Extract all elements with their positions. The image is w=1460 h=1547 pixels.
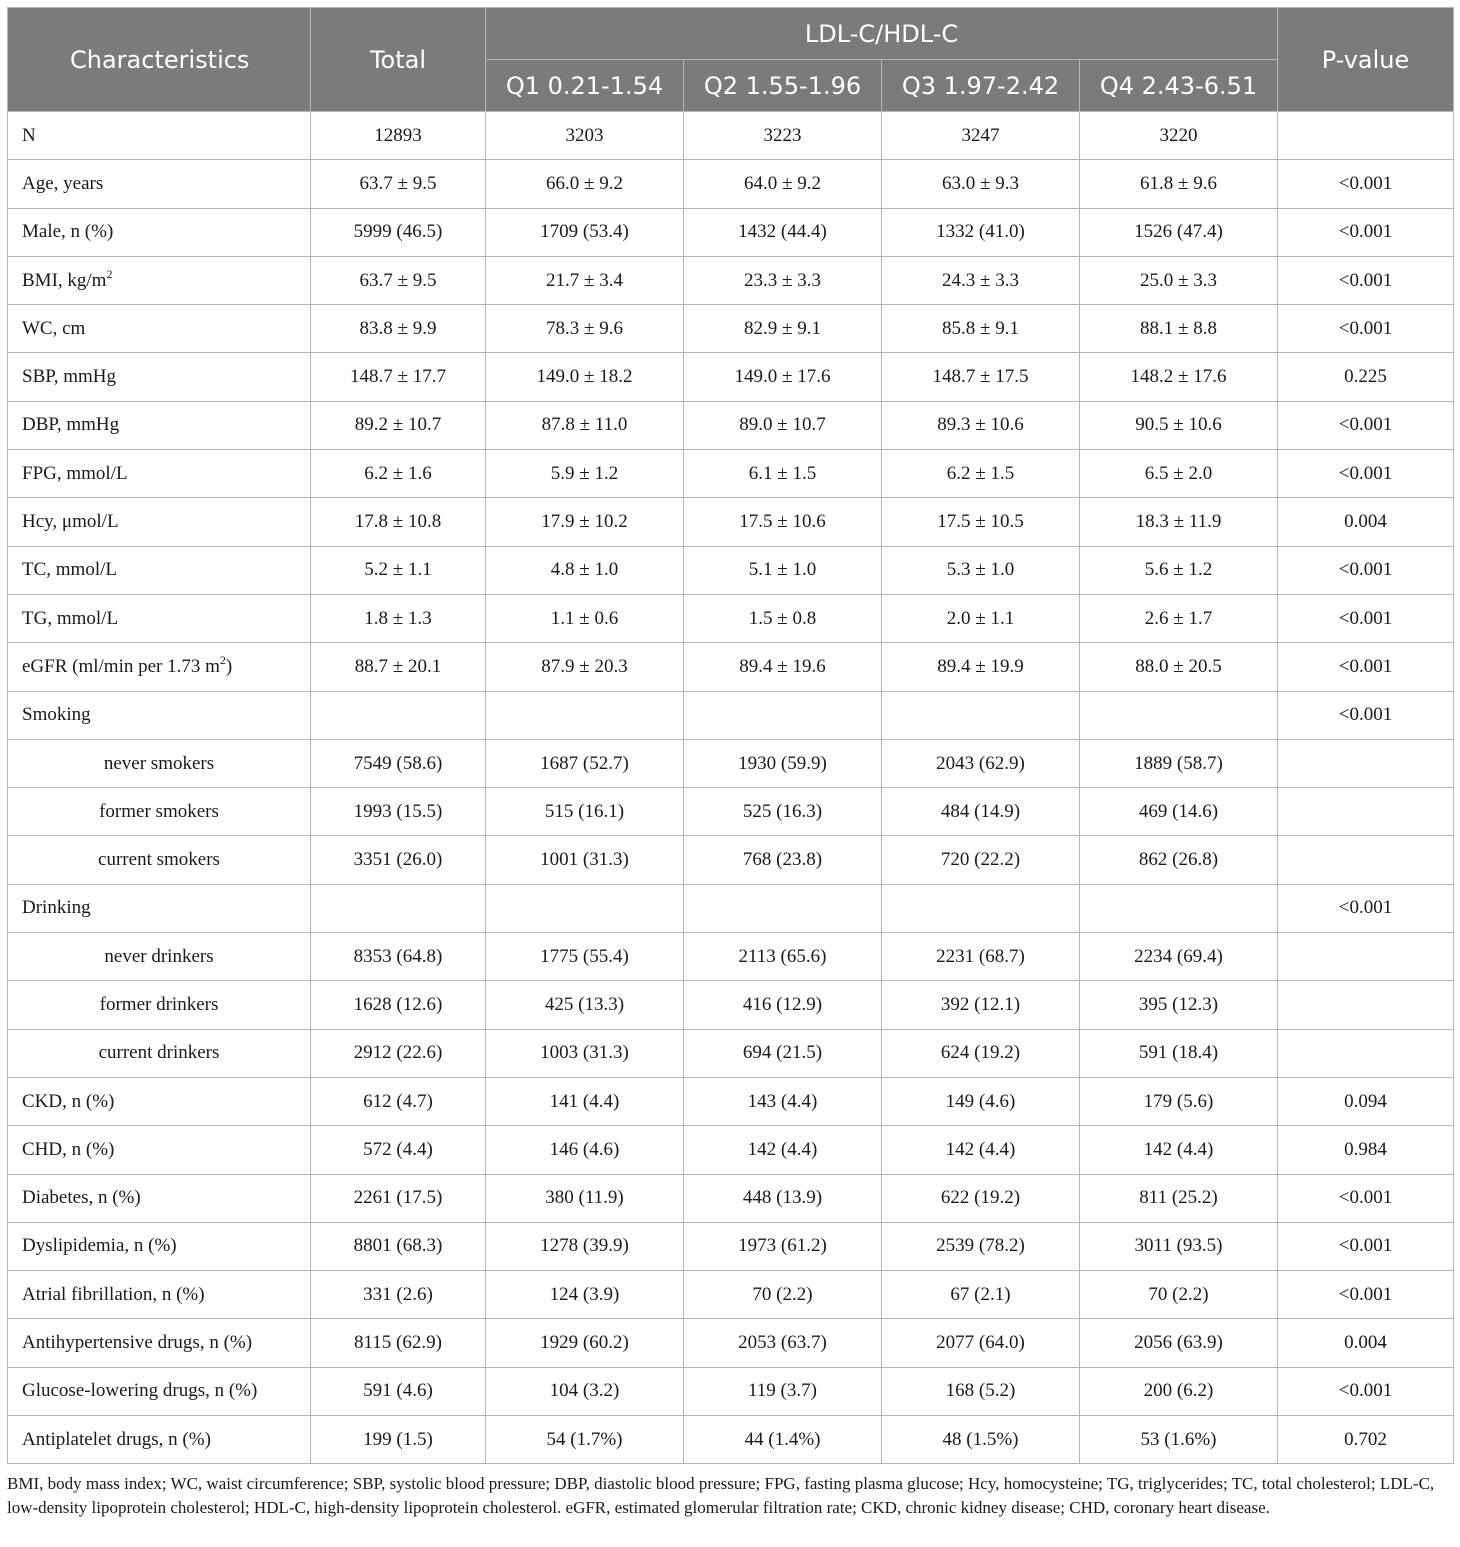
table-row [8,256,1454,304]
cell-q4: 200 (6.2) [1080,1367,1278,1415]
cell-q3: 5.3 ± 1.0 [882,546,1080,594]
cell-q2: 89.4 ± 19.6 [684,643,882,691]
cell-q2: 416 (12.9) [684,981,882,1029]
cell-q1: 141 (4.4) [486,1077,684,1125]
row-label [8,1029,311,1077]
header-q2: Q2 1.55-1.96 [684,60,882,112]
header-q1: Q1 0.21-1.54 [486,60,684,112]
row-label [8,112,311,160]
cell-q4: 3011 (93.5) [1080,1222,1278,1270]
row-label [8,594,311,642]
table-row [8,1222,1454,1270]
cell-q3: 2.0 ± 1.1 [882,594,1080,642]
row-label [8,401,311,449]
cell-q3: 63.0 ± 9.3 [882,160,1080,208]
header-pvalue: P-value [1278,8,1454,112]
cell-pvalue: <0.001 [1278,691,1454,739]
row-label [8,691,311,739]
cell-q4: 179 (5.6) [1080,1077,1278,1125]
cell-pvalue [1278,1029,1454,1077]
cell-q2: 1432 (44.4) [684,208,882,256]
row-label [8,836,311,884]
cell-q2: 768 (23.8) [684,836,882,884]
row-label-text: TC, mmol/L [22,559,117,581]
cell-pvalue: <0.001 [1278,1222,1454,1270]
cell-q1: 1929 (60.2) [486,1319,684,1367]
cell-q2: 525 (16.3) [684,788,882,836]
table-row [8,739,1454,787]
row-label [8,1367,311,1415]
cell-q1: 17.9 ± 10.2 [486,498,684,546]
cell-q1: 21.7 ± 3.4 [486,256,684,304]
cell-q3: 89.3 ± 10.6 [882,401,1080,449]
cell-pvalue: <0.001 [1278,208,1454,256]
cell-total: 199 (1.5) [311,1416,486,1464]
cell-q3: 624 (19.2) [882,1029,1080,1077]
cell-q4: 1526 (47.4) [1080,208,1278,256]
cell-q1: 149.0 ± 18.2 [486,353,684,401]
cell-pvalue [1278,112,1454,160]
table-row [8,594,1454,642]
cell-q3: 24.3 ± 3.3 [882,256,1080,304]
row-label-text: former smokers [99,800,219,822]
cell-q4: 88.0 ± 20.5 [1080,643,1278,691]
cell-pvalue: <0.001 [1278,450,1454,498]
cell-q2: 44 (1.4%) [684,1416,882,1464]
cell-q2: 1973 (61.2) [684,1222,882,1270]
cell-q1: 3203 [486,112,684,160]
table-row [8,1271,1454,1319]
cell-q3: 67 (2.1) [882,1271,1080,1319]
cell-pvalue [1278,788,1454,836]
row-label-text: former drinkers [99,993,219,1015]
cell-pvalue: <0.001 [1278,401,1454,449]
cell-q4 [1080,691,1278,739]
cell-total: 612 (4.7) [311,1077,486,1125]
cell-q1: 54 (1.7%) [486,1416,684,1464]
table-row [8,1077,1454,1125]
row-label-text: FPG, mmol/L [22,462,128,484]
row-label [8,160,311,208]
row-label [8,353,311,401]
cell-q4: 2056 (63.9) [1080,1319,1278,1367]
cell-q3: 48 (1.5%) [882,1416,1080,1464]
table-row [8,1319,1454,1367]
cell-q2: 17.5 ± 10.6 [684,498,882,546]
row-label-text: current drinkers [98,1042,220,1064]
cell-q1: 1709 (53.4) [486,208,684,256]
row-label-text: BMI, kg/m [22,269,107,291]
cell-q1: 124 (3.9) [486,1271,684,1319]
header-q4: Q4 2.43-6.51 [1080,60,1278,112]
row-label [8,208,311,256]
row-label-suffix: ) [225,655,233,677]
cell-q2 [684,884,882,932]
cell-pvalue: <0.001 [1278,594,1454,642]
row-label [8,1271,311,1319]
cell-q4: 2.6 ± 1.7 [1080,594,1278,642]
cell-total: 2912 (22.6) [311,1029,486,1077]
cell-total [311,691,486,739]
cell-q4: 6.5 ± 2.0 [1080,450,1278,498]
cell-total: 1993 (15.5) [311,788,486,836]
cell-q2 [684,691,882,739]
cell-q4: 395 (12.3) [1080,981,1278,1029]
cell-q3: 85.8 ± 9.1 [882,305,1080,353]
row-label [8,498,311,546]
cell-q2: 143 (4.4) [684,1077,882,1125]
cell-q4: 862 (26.8) [1080,836,1278,884]
cell-total: 8115 (62.9) [311,1319,486,1367]
cell-q3: 1332 (41.0) [882,208,1080,256]
cell-q4: 61.8 ± 9.6 [1080,160,1278,208]
cell-q4: 88.1 ± 8.8 [1080,305,1278,353]
cell-q4: 90.5 ± 10.6 [1080,401,1278,449]
cell-q1: 425 (13.3) [486,981,684,1029]
row-label-text: Antiplatelet drugs, n (%) [22,1428,211,1450]
cell-q1: 1003 (31.3) [486,1029,684,1077]
table-row [8,450,1454,498]
row-label [8,305,311,353]
cell-q2: 448 (13.9) [684,1174,882,1222]
cell-q4: 811 (25.2) [1080,1174,1278,1222]
cell-q3: 622 (19.2) [882,1174,1080,1222]
row-label [8,933,311,981]
table-row [8,112,1454,160]
cell-q4: 469 (14.6) [1080,788,1278,836]
row-label [8,981,311,1029]
cell-q4 [1080,884,1278,932]
cell-q4: 148.2 ± 17.6 [1080,353,1278,401]
cell-q2: 6.1 ± 1.5 [684,450,882,498]
cell-total: 1628 (12.6) [311,981,486,1029]
cell-total: 89.2 ± 10.7 [311,401,486,449]
row-label [8,450,311,498]
table-row [8,546,1454,594]
cell-total: 8353 (64.8) [311,933,486,981]
cell-q1: 1775 (55.4) [486,933,684,981]
cell-total: 591 (4.6) [311,1367,486,1415]
cell-total: 6.2 ± 1.6 [311,450,486,498]
cell-q2: 89.0 ± 10.7 [684,401,882,449]
cell-q4: 18.3 ± 11.9 [1080,498,1278,546]
cell-total: 12893 [311,112,486,160]
table-container [7,7,1453,1520]
cell-pvalue: 0.702 [1278,1416,1454,1464]
cell-q1: 380 (11.9) [486,1174,684,1222]
row-label-text: CKD, n (%) [22,1090,115,1112]
cell-pvalue: <0.001 [1278,160,1454,208]
cell-q3: 168 (5.2) [882,1367,1080,1415]
cell-pvalue: <0.001 [1278,1271,1454,1319]
row-label-text: Glucose-lowering drugs, n (%) [22,1380,258,1402]
table-row [8,788,1454,836]
cell-pvalue: <0.001 [1278,643,1454,691]
table-row [8,353,1454,401]
table-footnote: BMI, body mass index; WC, waist circumference; SBP, systolic blood pressure; DBP, diastolic blood pressure; FPG, fasting plasma glucose; Hcy, homocysteine; TG, triglycerides; TC, total cholesterol; LDL-C, low-density lipoprotein cholesterol; HDL-C, high-density lipoprotein cholesterol. eGFR, estimated glomerular filtration rate; CKD, chronic kidney disease; CHD, coronary heart disease. [7,1474,1435,1518]
cell-pvalue: <0.001 [1278,256,1454,304]
table-row [8,1416,1454,1464]
cell-q2: 3223 [684,112,882,160]
cell-q1 [486,884,684,932]
cell-q3: 2231 (68.7) [882,933,1080,981]
row-label [8,643,311,691]
cell-q4: 591 (18.4) [1080,1029,1278,1077]
cell-q4: 142 (4.4) [1080,1126,1278,1174]
cell-total: 88.7 ± 20.1 [311,643,486,691]
cell-q2: 142 (4.4) [684,1126,882,1174]
cell-q1 [486,691,684,739]
cell-q1: 66.0 ± 9.2 [486,160,684,208]
cell-q1: 87.9 ± 20.3 [486,643,684,691]
cell-q3: 89.4 ± 19.9 [882,643,1080,691]
cell-total: 3351 (26.0) [311,836,486,884]
table-row [8,498,1454,546]
row-label [8,788,311,836]
table-row [8,1174,1454,1222]
cell-q4: 1889 (58.7) [1080,739,1278,787]
cell-q3: 720 (22.2) [882,836,1080,884]
cell-pvalue: 0.004 [1278,498,1454,546]
cell-q3: 484 (14.9) [882,788,1080,836]
table-header [8,8,1454,112]
cell-q4: 25.0 ± 3.3 [1080,256,1278,304]
cell-total: 331 (2.6) [311,1271,486,1319]
cell-pvalue: 0.094 [1278,1077,1454,1125]
cell-total: 7549 (58.6) [311,739,486,787]
cell-total: 63.7 ± 9.5 [311,160,486,208]
cell-q1: 1278 (39.9) [486,1222,684,1270]
cell-q3 [882,691,1080,739]
row-label-text: Smoking [22,704,91,726]
cell-q1: 1687 (52.7) [486,739,684,787]
cell-q2: 694 (21.5) [684,1029,882,1077]
cell-q1: 4.8 ± 1.0 [486,546,684,594]
cell-q3: 149 (4.6) [882,1077,1080,1125]
cell-q3: 6.2 ± 1.5 [882,450,1080,498]
cell-pvalue [1278,739,1454,787]
cell-total [311,884,486,932]
cell-q1: 78.3 ± 9.6 [486,305,684,353]
row-label-text: WC, cm [22,317,86,339]
row-label-text: never drinkers [104,945,214,967]
table-row [8,643,1454,691]
row-label [8,1416,311,1464]
cell-q2: 1930 (59.9) [684,739,882,787]
table-row [8,691,1454,739]
cell-q2: 5.1 ± 1.0 [684,546,882,594]
row-label [8,546,311,594]
cell-q2: 64.0 ± 9.2 [684,160,882,208]
row-label [8,1126,311,1174]
row-label-text: Atrial fibrillation, n (%) [22,1283,205,1305]
table-row [8,981,1454,1029]
row-label-superscript: 2 [106,266,113,281]
cell-q3: 392 (12.1) [882,981,1080,1029]
cell-pvalue: 0.984 [1278,1126,1454,1174]
table-row [8,1367,1454,1415]
cell-pvalue: <0.001 [1278,884,1454,932]
cell-total: 63.7 ± 9.5 [311,256,486,304]
table-row [8,208,1454,256]
header-characteristics: Characteristics [8,8,311,112]
cell-q3: 148.7 ± 17.5 [882,353,1080,401]
cell-q3: 2539 (78.2) [882,1222,1080,1270]
row-label [8,739,311,787]
cell-total: 5.2 ± 1.1 [311,546,486,594]
cell-pvalue [1278,933,1454,981]
cell-total: 83.8 ± 9.9 [311,305,486,353]
row-label [8,1077,311,1125]
cell-total: 1.8 ± 1.3 [311,594,486,642]
cell-q4: 3220 [1080,112,1278,160]
table-row [8,1029,1454,1077]
row-label-superscript: 2 [219,652,226,667]
cell-q4: 70 (2.2) [1080,1271,1278,1319]
table-row [8,160,1454,208]
cell-q4: 53 (1.6%) [1080,1416,1278,1464]
table-row [8,836,1454,884]
row-label [8,1222,311,1270]
cell-total: 148.7 ± 17.7 [311,353,486,401]
cell-pvalue: <0.001 [1278,546,1454,594]
cell-q4: 2234 (69.4) [1080,933,1278,981]
row-label-text: eGFR (ml/min per 1.73 m [22,655,220,677]
row-label-text: current smokers [98,849,220,871]
cell-pvalue: 0.004 [1278,1319,1454,1367]
cell-total: 5999 (46.5) [311,208,486,256]
cell-q1: 515 (16.1) [486,788,684,836]
cell-q1: 87.8 ± 11.0 [486,401,684,449]
characteristics-table [7,7,1454,1464]
table-row [8,401,1454,449]
cell-q2: 2053 (63.7) [684,1319,882,1367]
cell-pvalue [1278,836,1454,884]
cell-q3: 17.5 ± 10.5 [882,498,1080,546]
table-row [8,933,1454,981]
cell-q3: 2043 (62.9) [882,739,1080,787]
row-label-text: DBP, mmHg [22,414,120,436]
cell-q3 [882,884,1080,932]
row-label-text: Dyslipidemia, n (%) [22,1235,177,1257]
cell-total: 17.8 ± 10.8 [311,498,486,546]
cell-q2: 1.5 ± 0.8 [684,594,882,642]
cell-q2: 23.3 ± 3.3 [684,256,882,304]
cell-total: 572 (4.4) [311,1126,486,1174]
row-label [8,1319,311,1367]
row-label [8,1174,311,1222]
row-label-text: Drinking [22,897,91,919]
row-label [8,256,311,304]
cell-q1: 1001 (31.3) [486,836,684,884]
row-label-text: Diabetes, n (%) [22,1187,141,1209]
header-total: Total [311,8,486,112]
table-row [8,1126,1454,1174]
row-label-text: never smokers [103,752,215,774]
row-label-text: TG, mmol/L [22,607,119,629]
table-row [8,884,1454,932]
table-body [8,112,1454,1464]
cell-q1: 146 (4.6) [486,1126,684,1174]
cell-q2: 82.9 ± 9.1 [684,305,882,353]
cell-q3: 142 (4.4) [882,1126,1080,1174]
cell-q2: 119 (3.7) [684,1367,882,1415]
cell-total: 2261 (17.5) [311,1174,486,1222]
row-label-text: Antihypertensive drugs, n (%) [22,1332,253,1354]
cell-pvalue [1278,981,1454,1029]
cell-pvalue: <0.001 [1278,1367,1454,1415]
cell-total: 8801 (68.3) [311,1222,486,1270]
cell-q1: 5.9 ± 1.2 [486,450,684,498]
cell-q1: 1.1 ± 0.6 [486,594,684,642]
row-label-text: SBP, mmHg [22,366,116,388]
cell-q2: 149.0 ± 17.6 [684,353,882,401]
row-label-text: Hcy, μmol/L [22,511,119,533]
row-label-text: CHD, n (%) [22,1138,115,1160]
row-label [8,884,311,932]
cell-q2: 70 (2.2) [684,1271,882,1319]
header-group: LDL-C/HDL-C [486,8,1278,60]
cell-pvalue: <0.001 [1278,305,1454,353]
cell-pvalue: 0.225 [1278,353,1454,401]
cell-q3: 2077 (64.0) [882,1319,1080,1367]
row-label-text: N [22,124,36,146]
row-label-text: Age, years [22,172,104,194]
row-label-text: Male, n (%) [22,221,114,243]
cell-q4: 5.6 ± 1.2 [1080,546,1278,594]
header-q3: Q3 1.97-2.42 [882,60,1080,112]
cell-q3: 3247 [882,112,1080,160]
cell-q2: 2113 (65.6) [684,933,882,981]
cell-pvalue: <0.001 [1278,1174,1454,1222]
table-row [8,305,1454,353]
cell-q1: 104 (3.2) [486,1367,684,1415]
